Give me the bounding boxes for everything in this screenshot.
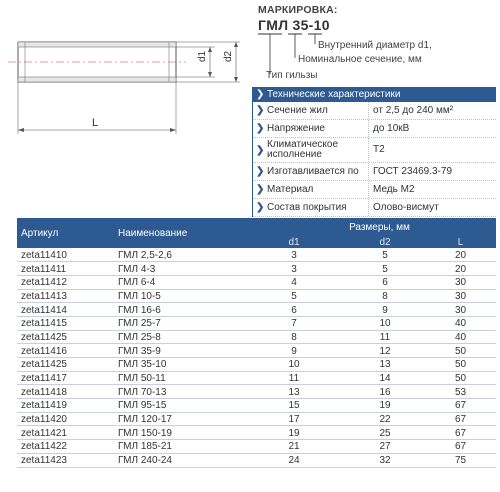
spec-key: Сечение жил bbox=[267, 104, 328, 116]
table-row bbox=[17, 289, 496, 303]
sleeve-table bbox=[17, 218, 496, 468]
cell-article: zeta11413 bbox=[17, 289, 118, 303]
label-L: L bbox=[92, 117, 99, 129]
cell-L: 30 bbox=[425, 275, 496, 289]
spec-key: Состав покрытия bbox=[267, 201, 347, 213]
cell-L: 30 bbox=[425, 303, 496, 317]
cell-d2: 32 bbox=[345, 453, 425, 467]
cell-L: 30 bbox=[425, 289, 496, 303]
spec-row bbox=[253, 181, 496, 199]
spec-row bbox=[253, 138, 496, 163]
cell-name: ГМЛ 6-4 bbox=[118, 275, 243, 289]
cell-L: 67 bbox=[425, 399, 496, 413]
marking-desc-section: Номинальное сечение, мм bbox=[298, 54, 422, 65]
cell-name: ГМЛ 25-8 bbox=[118, 330, 243, 344]
cell-article: zeta11415 bbox=[17, 316, 118, 330]
table-row bbox=[17, 440, 496, 454]
cell-L: 67 bbox=[425, 440, 496, 454]
cell-d1: 11 bbox=[243, 371, 345, 385]
cell-L: 40 bbox=[425, 316, 496, 330]
cell-article: zeta11425 bbox=[17, 358, 118, 372]
cell-d2: 13 bbox=[345, 358, 425, 372]
table-row bbox=[17, 248, 496, 262]
spec-value: до 10кВ bbox=[368, 120, 496, 137]
cell-name: ГМЛ 70-13 bbox=[118, 385, 243, 399]
cell-d2: 5 bbox=[345, 262, 425, 276]
marking-title: МАРКИРОВКА: bbox=[258, 4, 338, 16]
cell-L: 53 bbox=[425, 385, 496, 399]
header-d2: d2 bbox=[345, 237, 425, 248]
header-name: Наименование bbox=[118, 218, 243, 248]
cell-name: ГМЛ 16-6 bbox=[118, 303, 243, 317]
cell-L: 40 bbox=[425, 330, 496, 344]
cell-L: 50 bbox=[425, 371, 496, 385]
cell-article: zeta11411 bbox=[17, 262, 118, 276]
cell-name: ГМЛ 2,5-2,6 bbox=[118, 248, 243, 262]
cell-d2: 5 bbox=[345, 248, 425, 262]
cell-L: 67 bbox=[425, 412, 496, 426]
spec-value: ГОСТ 23469.3-79 bbox=[368, 163, 496, 180]
cell-name: ГМЛ 25-7 bbox=[118, 316, 243, 330]
header-article: Артикул bbox=[17, 218, 118, 248]
cell-article: zeta11419 bbox=[17, 399, 118, 413]
cell-d2: 22 bbox=[345, 412, 425, 426]
cell-d2: 16 bbox=[345, 385, 425, 399]
header-L: L bbox=[425, 237, 496, 248]
cell-article: zeta11410 bbox=[17, 248, 118, 262]
table-header-row bbox=[17, 218, 496, 237]
chevron-right-icon: ❯ bbox=[256, 89, 265, 100]
marking-desc-type: Тип гильзы bbox=[266, 70, 318, 81]
cell-d2: 25 bbox=[345, 426, 425, 440]
cell-d2: 12 bbox=[345, 344, 425, 358]
spec-row bbox=[253, 102, 496, 120]
cell-article: zeta11423 bbox=[17, 453, 118, 467]
table-row bbox=[17, 412, 496, 426]
table-row bbox=[17, 275, 496, 289]
cell-d2: 6 bbox=[345, 275, 425, 289]
table-row bbox=[17, 426, 496, 440]
spec-value: от 2,5 до 240 мм² bbox=[368, 102, 496, 119]
cell-name: ГМЛ 35-9 bbox=[118, 344, 243, 358]
cell-article: zeta11421 bbox=[17, 426, 118, 440]
cell-article: zeta11416 bbox=[17, 344, 118, 358]
header-d1: d1 bbox=[243, 237, 345, 248]
table-row bbox=[17, 344, 496, 358]
cell-d1: 8 bbox=[243, 330, 345, 344]
cell-name: ГМЛ 185-21 bbox=[118, 440, 243, 454]
spec-value: Олово-висмут bbox=[368, 199, 496, 216]
cell-name: ГМЛ 4-3 bbox=[118, 262, 243, 276]
chevron-right-icon: ❯ bbox=[256, 123, 265, 134]
specs-panel bbox=[252, 87, 496, 217]
spec-row bbox=[253, 120, 496, 138]
table-row bbox=[17, 330, 496, 344]
chevron-right-icon: ❯ bbox=[256, 202, 265, 213]
cell-d1: 21 bbox=[243, 440, 345, 454]
cell-article: zeta11414 bbox=[17, 303, 118, 317]
cell-d1: 24 bbox=[243, 453, 345, 467]
chevron-right-icon: ❯ bbox=[256, 184, 265, 195]
cell-name: ГМЛ 35-10 bbox=[118, 358, 243, 372]
spec-key: Материал bbox=[267, 183, 314, 195]
cell-d2: 8 bbox=[345, 289, 425, 303]
cell-name: ГМЛ 10-5 bbox=[118, 289, 243, 303]
marking-desc-diameter: Внутренний диаметр d1, bbox=[318, 40, 432, 51]
spec-value: Медь М2 bbox=[368, 181, 496, 198]
cell-d1: 15 bbox=[243, 399, 345, 413]
cell-name: ГМЛ 120-17 bbox=[118, 412, 243, 426]
cell-article: zeta11420 bbox=[17, 412, 118, 426]
chevron-right-icon: ❯ bbox=[256, 166, 265, 177]
cell-d1: 19 bbox=[243, 426, 345, 440]
header-dimensions: Размеры, мм bbox=[243, 218, 496, 237]
cell-d2: 14 bbox=[345, 371, 425, 385]
cell-article: zeta11425 bbox=[17, 330, 118, 344]
table-row bbox=[17, 399, 496, 413]
label-d1: d1 bbox=[197, 50, 208, 62]
cell-L: 20 bbox=[425, 248, 496, 262]
table-row bbox=[17, 385, 496, 399]
cell-d2: 9 bbox=[345, 303, 425, 317]
marking-code: ГМЛ 35-10 bbox=[258, 17, 330, 33]
cell-name: ГМЛ 240-24 bbox=[118, 453, 243, 467]
cell-L: 50 bbox=[425, 344, 496, 358]
cell-d1: 4 bbox=[243, 275, 345, 289]
table-row bbox=[17, 371, 496, 385]
cell-d2: 27 bbox=[345, 440, 425, 454]
cell-name: ГМЛ 50-11 bbox=[118, 371, 243, 385]
cell-d1: 10 bbox=[243, 358, 345, 372]
sleeve-drawing bbox=[0, 30, 250, 140]
chevron-right-icon: ❯ bbox=[256, 105, 265, 116]
cell-article: zeta11418 bbox=[17, 385, 118, 399]
cell-name: ГМЛ 95-15 bbox=[118, 399, 243, 413]
cell-d2: 11 bbox=[345, 330, 425, 344]
cell-d1: 9 bbox=[243, 344, 345, 358]
table-row bbox=[17, 453, 496, 467]
cell-d2: 10 bbox=[345, 316, 425, 330]
cell-article: zeta11417 bbox=[17, 371, 118, 385]
cell-d1: 7 bbox=[243, 316, 345, 330]
cell-L: 20 bbox=[425, 262, 496, 276]
cell-d1: 3 bbox=[243, 262, 345, 276]
cell-d2: 19 bbox=[345, 399, 425, 413]
spec-value: Т2 bbox=[368, 138, 496, 162]
cell-d1: 5 bbox=[243, 289, 345, 303]
specs-header bbox=[253, 87, 496, 102]
spec-key: Напряжение bbox=[267, 122, 325, 134]
spec-row bbox=[253, 199, 496, 217]
cell-d1: 3 bbox=[243, 248, 345, 262]
cell-d1: 6 bbox=[243, 303, 345, 317]
cell-name: ГМЛ 150-19 bbox=[118, 426, 243, 440]
cell-article: zeta11412 bbox=[17, 275, 118, 289]
table-row bbox=[17, 303, 496, 317]
chevron-right-icon: ❯ bbox=[256, 144, 265, 156]
cell-L: 67 bbox=[425, 426, 496, 440]
table-row bbox=[17, 358, 496, 372]
cell-article: zeta11422 bbox=[17, 440, 118, 454]
spec-key: Климатическое исполнение bbox=[267, 139, 339, 160]
cell-d1: 17 bbox=[243, 412, 345, 426]
spec-row bbox=[253, 163, 496, 181]
cell-L: 75 bbox=[425, 453, 496, 467]
cell-L: 50 bbox=[425, 358, 496, 372]
specs-header-label: Технические характеристики bbox=[267, 89, 401, 100]
table-row bbox=[17, 262, 496, 276]
table-body bbox=[17, 248, 496, 467]
label-d2: d2 bbox=[223, 50, 234, 62]
table-row bbox=[17, 316, 496, 330]
spec-key: Изготавливается по bbox=[267, 165, 359, 177]
cell-d1: 13 bbox=[243, 385, 345, 399]
